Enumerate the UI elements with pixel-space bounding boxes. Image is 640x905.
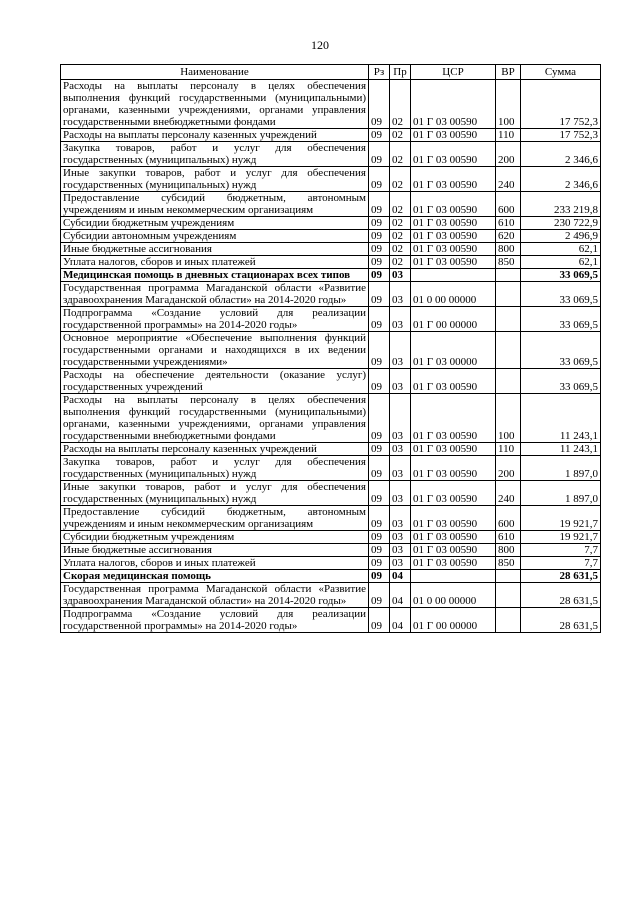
cell-name: Уплата налогов, сборов и иных платежей <box>61 557 369 570</box>
cell-csr: 01 Г 00 00000 <box>411 608 496 633</box>
cell-vr: 850 <box>496 557 521 570</box>
cell-sum: 33 069,5 <box>521 369 601 394</box>
cell-pr: 02 <box>390 243 411 256</box>
table-header-row <box>61 65 601 80</box>
cell-sum: 19 921,7 <box>521 531 601 544</box>
cell-csr: 01 Г 03 00590 <box>411 167 496 192</box>
cell-sum: 233 219,8 <box>521 192 601 217</box>
cell-name: Уплата налогов, сборов и иных платежей <box>61 256 369 269</box>
cell-rz: 09 <box>369 142 390 167</box>
cell-vr <box>496 583 521 608</box>
table-body <box>61 80 601 633</box>
cell-csr: 01 Г 03 00590 <box>411 369 496 394</box>
cell-vr: 100 <box>496 80 521 129</box>
table-row <box>61 332 601 369</box>
cell-csr: 01 0 00 00000 <box>411 282 496 307</box>
table-row <box>61 570 601 583</box>
header-sum: Сумма <box>521 65 601 80</box>
page-number: 120 <box>311 38 329 52</box>
cell-csr: 01 Г 03 00590 <box>411 557 496 570</box>
cell-rz: 09 <box>369 481 390 506</box>
cell-vr: 600 <box>496 506 521 531</box>
table-row <box>61 369 601 394</box>
cell-pr: 02 <box>390 192 411 217</box>
table-row <box>61 544 601 557</box>
cell-pr: 03 <box>390 544 411 557</box>
table-row <box>61 443 601 456</box>
cell-sum: 28 631,5 <box>521 570 601 583</box>
cell-pr: 02 <box>390 80 411 129</box>
cell-csr: 01 Г 03 00590 <box>411 230 496 243</box>
table-row <box>61 608 601 633</box>
table-row <box>61 282 601 307</box>
cell-sum: 33 069,5 <box>521 307 601 332</box>
cell-name: Подпрограмма «Создание условий для реализации государственной программы» на 2014-2020 годы» <box>61 307 369 332</box>
cell-vr: 110 <box>496 443 521 456</box>
cell-rz: 09 <box>369 557 390 570</box>
cell-sum: 2 346,6 <box>521 167 601 192</box>
cell-vr: 100 <box>496 394 521 443</box>
cell-sum: 1 897,0 <box>521 456 601 481</box>
cell-csr: 01 Г 03 00590 <box>411 217 496 230</box>
cell-vr: 800 <box>496 243 521 256</box>
cell-vr: 610 <box>496 217 521 230</box>
cell-name: Закупка товаров, работ и услуг для обеспечения государственных (муниципальных) нужд <box>61 142 369 167</box>
cell-rz: 09 <box>369 570 390 583</box>
cell-csr: 01 Г 03 00590 <box>411 192 496 217</box>
cell-vr <box>496 332 521 369</box>
table-row <box>61 481 601 506</box>
cell-name: Предоставление субсидий бюджетным, автономным учреждениям и иным некоммерческим организациям <box>61 506 369 531</box>
cell-sum: 33 069,5 <box>521 282 601 307</box>
cell-name: Подпрограмма «Создание условий для реализации государственной программы» на 2014-2020 годы» <box>61 608 369 633</box>
cell-sum: 33 069,5 <box>521 332 601 369</box>
cell-csr: 01 Г 03 00590 <box>411 243 496 256</box>
cell-name: Расходы на обеспечение деятельности (оказание услуг) государственных учреждений <box>61 369 369 394</box>
cell-csr: 01 Г 03 00000 <box>411 332 496 369</box>
cell-pr: 03 <box>390 531 411 544</box>
cell-rz: 09 <box>369 443 390 456</box>
cell-rz: 09 <box>369 531 390 544</box>
cell-vr <box>496 282 521 307</box>
cell-sum: 1 897,0 <box>521 481 601 506</box>
cell-vr: 600 <box>496 192 521 217</box>
table-row <box>61 256 601 269</box>
cell-vr <box>496 608 521 633</box>
cell-pr: 03 <box>390 282 411 307</box>
header-pr: Пр <box>390 65 411 80</box>
cell-pr: 02 <box>390 256 411 269</box>
table-row <box>61 230 601 243</box>
cell-rz: 09 <box>369 129 390 142</box>
cell-rz: 09 <box>369 506 390 531</box>
cell-rz: 09 <box>369 544 390 557</box>
cell-pr: 03 <box>390 369 411 394</box>
cell-vr: 240 <box>496 481 521 506</box>
cell-sum: 28 631,5 <box>521 608 601 633</box>
cell-csr: 01 Г 03 00590 <box>411 129 496 142</box>
cell-rz: 09 <box>369 256 390 269</box>
cell-pr: 03 <box>390 307 411 332</box>
table-header <box>61 65 601 80</box>
cell-pr: 03 <box>390 332 411 369</box>
cell-pr: 03 <box>390 456 411 481</box>
cell-csr: 01 Г 03 00590 <box>411 256 496 269</box>
table-row <box>61 269 601 282</box>
header-rz: Рз <box>369 65 390 80</box>
cell-sum: 2 496,9 <box>521 230 601 243</box>
cell-rz: 09 <box>369 282 390 307</box>
table-row <box>61 142 601 167</box>
cell-vr: 200 <box>496 142 521 167</box>
cell-vr <box>496 307 521 332</box>
cell-rz: 09 <box>369 269 390 282</box>
cell-pr: 04 <box>390 570 411 583</box>
cell-vr: 240 <box>496 167 521 192</box>
cell-csr: 01 Г 03 00590 <box>411 394 496 443</box>
cell-pr: 03 <box>390 394 411 443</box>
cell-sum: 62,1 <box>521 256 601 269</box>
cell-csr <box>411 269 496 282</box>
cell-rz: 09 <box>369 243 390 256</box>
cell-sum: 7,7 <box>521 544 601 557</box>
cell-name: Расходы на выплаты персоналу казенных учреждений <box>61 129 369 142</box>
cell-pr: 02 <box>390 142 411 167</box>
cell-sum: 28 631,5 <box>521 583 601 608</box>
cell-vr <box>496 369 521 394</box>
cell-sum: 17 752,3 <box>521 129 601 142</box>
table-row <box>61 531 601 544</box>
cell-pr: 02 <box>390 217 411 230</box>
cell-name: Расходы на выплаты персоналу в целях обеспечения выполнения функций государственными (муниципальными) органами, казенными учреждениями, органами управления государственными внебюджетными фондами <box>61 394 369 443</box>
cell-name: Государственная программа Магаданской области «Развитие здравоохранения Магаданской области» на 2014-2020 годы» <box>61 282 369 307</box>
cell-name: Скорая медицинская помощь <box>61 570 369 583</box>
cell-csr: 01 Г 03 00590 <box>411 531 496 544</box>
cell-name: Медицинская помощь в дневных стационарах всех типов <box>61 269 369 282</box>
cell-name: Основное мероприятие «Обеспечение выполнения функций государственными органами и находящихся в их ведении государственными учреждениями» <box>61 332 369 369</box>
cell-vr: 610 <box>496 531 521 544</box>
cell-csr: 01 Г 03 00590 <box>411 80 496 129</box>
cell-name: Субсидии бюджетным учреждениям <box>61 531 369 544</box>
cell-sum: 230 722,9 <box>521 217 601 230</box>
cell-sum: 11 243,1 <box>521 394 601 443</box>
cell-pr: 02 <box>390 129 411 142</box>
cell-vr: 800 <box>496 544 521 557</box>
cell-name: Иные закупки товаров, работ и услуг для обеспечения государственных (муниципальных) нужд <box>61 481 369 506</box>
cell-sum: 11 243,1 <box>521 443 601 456</box>
cell-sum: 19 921,7 <box>521 506 601 531</box>
cell-csr: 01 Г 03 00590 <box>411 544 496 557</box>
cell-csr: 01 0 00 00000 <box>411 583 496 608</box>
cell-rz: 09 <box>369 167 390 192</box>
cell-rz: 09 <box>369 217 390 230</box>
cell-rz: 09 <box>369 230 390 243</box>
cell-csr: 01 Г 03 00590 <box>411 481 496 506</box>
table-row <box>61 243 601 256</box>
cell-rz: 09 <box>369 192 390 217</box>
cell-vr <box>496 269 521 282</box>
cell-rz: 09 <box>369 369 390 394</box>
cell-name: Закупка товаров, работ и услуг для обеспечения государственных (муниципальных) нужд <box>61 456 369 481</box>
cell-sum: 17 752,3 <box>521 80 601 129</box>
table-row <box>61 192 601 217</box>
cell-pr: 04 <box>390 583 411 608</box>
cell-pr: 02 <box>390 230 411 243</box>
cell-sum: 33 069,5 <box>521 269 601 282</box>
cell-csr: 01 Г 03 00590 <box>411 142 496 167</box>
budget-table <box>60 64 601 633</box>
cell-rz: 09 <box>369 394 390 443</box>
cell-pr: 03 <box>390 557 411 570</box>
table-row <box>61 129 601 142</box>
cell-vr: 200 <box>496 456 521 481</box>
table-row <box>61 217 601 230</box>
table-row <box>61 167 601 192</box>
cell-pr: 03 <box>390 443 411 456</box>
table-row <box>61 506 601 531</box>
cell-sum: 2 346,6 <box>521 142 601 167</box>
table-row <box>61 557 601 570</box>
cell-name: Расходы на выплаты персоналу казенных учреждений <box>61 443 369 456</box>
cell-vr <box>496 570 521 583</box>
header-name: Наименование <box>61 65 369 80</box>
table-row <box>61 394 601 443</box>
cell-pr: 03 <box>390 481 411 506</box>
cell-name: Субсидии автономным учреждениям <box>61 230 369 243</box>
cell-csr: 01 Г 03 00590 <box>411 506 496 531</box>
table-row <box>61 80 601 129</box>
cell-vr: 850 <box>496 256 521 269</box>
table-row <box>61 456 601 481</box>
header-csr: ЦСР <box>411 65 496 80</box>
table-row <box>61 307 601 332</box>
cell-rz: 09 <box>369 608 390 633</box>
cell-sum: 7,7 <box>521 557 601 570</box>
cell-csr: 01 Г 03 00590 <box>411 443 496 456</box>
cell-rz: 09 <box>369 332 390 369</box>
cell-rz: 09 <box>369 583 390 608</box>
cell-name: Иные бюджетные ассигнования <box>61 544 369 557</box>
cell-csr: 01 Г 03 00590 <box>411 456 496 481</box>
cell-name: Предоставление субсидий бюджетным, автономным учреждениям и иным некоммерческим организациям <box>61 192 369 217</box>
cell-rz: 09 <box>369 456 390 481</box>
cell-rz: 09 <box>369 80 390 129</box>
cell-pr: 03 <box>390 269 411 282</box>
cell-name: Субсидии бюджетным учреждениям <box>61 217 369 230</box>
cell-name: Иные закупки товаров, работ и услуг для обеспечения государственных (муниципальных) нужд <box>61 167 369 192</box>
cell-name: Государственная программа Магаданской области «Развитие здравоохранения Магаданской области» на 2014-2020 годы» <box>61 583 369 608</box>
header-vr: ВР <box>496 65 521 80</box>
cell-vr: 110 <box>496 129 521 142</box>
cell-csr <box>411 570 496 583</box>
cell-rz: 09 <box>369 307 390 332</box>
cell-pr: 03 <box>390 506 411 531</box>
cell-pr: 02 <box>390 167 411 192</box>
cell-csr: 01 Г 00 00000 <box>411 307 496 332</box>
cell-sum: 62,1 <box>521 243 601 256</box>
cell-vr: 620 <box>496 230 521 243</box>
cell-name: Иные бюджетные ассигнования <box>61 243 369 256</box>
cell-pr: 04 <box>390 608 411 633</box>
table-row <box>61 583 601 608</box>
cell-name: Расходы на выплаты персоналу в целях обеспечения выполнения функций государственными (муниципальными) органами, казенными учреждениями, органами управления государственными внебюджетными фондами <box>61 80 369 129</box>
